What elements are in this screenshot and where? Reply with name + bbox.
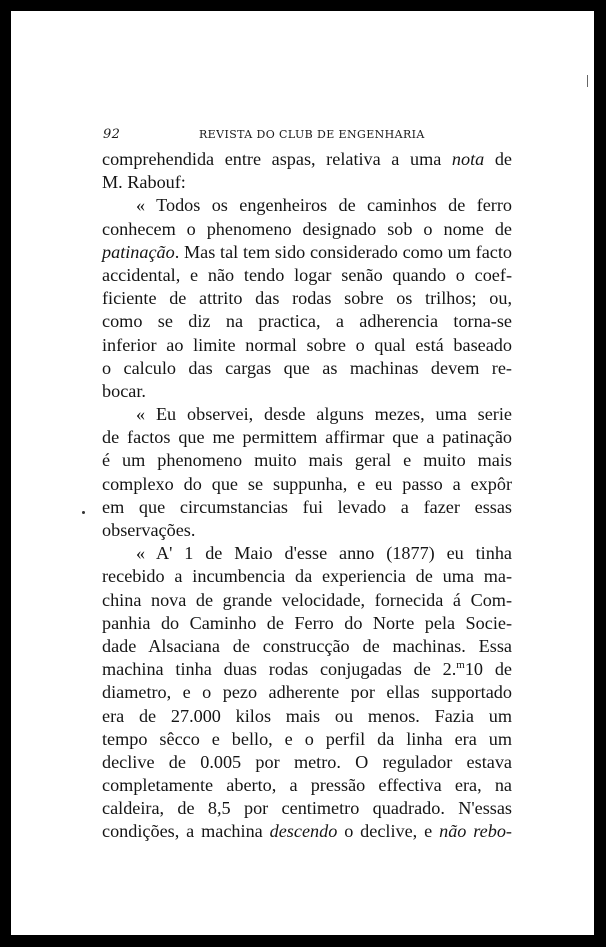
text-run: de factos que me permittem affirmar que a patinação	[102, 427, 512, 448]
text-run: M. Rabouf:	[102, 172, 186, 193]
text-run: complexo do que se suppunha, e eu passo a expôr	[102, 473, 512, 494]
page-number: 92	[103, 127, 121, 142]
text-line	[102, 334, 512, 357]
text-line	[102, 751, 512, 774]
text-line	[102, 612, 512, 635]
text-line	[102, 194, 512, 217]
italic-text: não rebo-	[439, 821, 512, 842]
italic-text: patinação	[102, 241, 175, 262]
text-line	[102, 820, 512, 843]
text-run: ficiente de attrito das rodas sobre os trilhos; ou,	[102, 288, 512, 309]
text-line	[102, 658, 512, 681]
text-line	[102, 310, 512, 333]
text-run: « Todos os engenheiros de caminhos de ferro	[136, 195, 512, 216]
text-run: recebido a incumbencia da experiencia de uma ma-	[102, 566, 512, 587]
italic-text: descendo	[269, 821, 338, 842]
text-run: de	[484, 149, 512, 169]
text-run: dade Alsaciana de construcção de machinas. Essa	[102, 635, 512, 656]
superscript-text: m	[456, 659, 465, 672]
text-run: inferior ao limite normal sobre o qual está baseado	[102, 334, 512, 355]
body-text	[102, 148, 512, 844]
text-run: em que circumstancias fui levado a fazer essas	[102, 496, 512, 517]
text-run: diametro, e o pezo adherente por ellas supportado	[102, 682, 512, 703]
text-line	[102, 287, 512, 310]
text-run: accidental, e não tendo logar senão quando o coef-	[102, 264, 512, 285]
text-run: completamente aberto, a pressão effectiva era, na	[102, 775, 512, 796]
text-line	[102, 264, 512, 287]
text-line	[102, 542, 512, 565]
text-line	[102, 171, 512, 194]
text-line	[102, 635, 512, 658]
text-line	[102, 681, 512, 704]
text-line	[102, 797, 512, 820]
text-run: machina tinha duas rodas conjugadas de 2.	[102, 659, 457, 680]
text-line	[102, 496, 512, 519]
text-run: caldeira, de 8,5 por centimetro quadrado. N'essas	[102, 798, 512, 819]
text-run: o calculo das cargas que as machinas devem re-	[102, 357, 512, 378]
running-title: REVISTA DO CLUB DE ENGENHARIA	[199, 128, 425, 141]
text-line	[102, 565, 512, 588]
page-edge-mark	[587, 75, 588, 87]
text-run: tempo sêcco e bello, e o perfil da linha era um	[102, 728, 512, 749]
text-line	[102, 241, 512, 264]
text-line	[102, 426, 512, 449]
text-run: conhecem o phenomeno designado sob o nome de	[102, 218, 512, 239]
text-line	[102, 705, 512, 728]
book-page	[11, 11, 594, 935]
text-run: declive de 0.005 por metro. O regulador estava	[102, 751, 512, 772]
text-line	[102, 589, 512, 612]
text-run: panhia do Caminho de Ferro do Norte pela Socie-	[102, 612, 512, 633]
text-line	[102, 473, 512, 496]
text-run: observações.	[102, 520, 196, 540]
text-run: como se diz na practica, a adherencia torna-se	[102, 311, 512, 332]
text-run: china nova de grande velocidade, fornecida á Com-	[102, 589, 512, 610]
text-run: 10 de	[464, 659, 513, 680]
text-run: o declive, e	[337, 821, 440, 842]
text-run: condições, a machina	[102, 821, 270, 842]
text-run: « Eu observei, desde alguns mezes, uma serie	[136, 404, 512, 425]
text-line	[102, 519, 512, 542]
italic-text: nota	[451, 149, 485, 169]
text-run: bocar.	[102, 380, 146, 401]
text-line	[102, 218, 512, 241]
text-line	[102, 728, 512, 751]
text-run: é um phenomeno muito mais geral e muito mais	[102, 450, 512, 471]
text-run: . Mas tal tem sido considerado como um facto	[174, 241, 512, 262]
text-line	[102, 380, 512, 403]
text-run: « A' 1 de Maio d'esse anno (1877) eu tinha	[136, 543, 512, 564]
text-line	[102, 403, 512, 426]
text-run: era de 27.000 kilos mais ou menos. Fazia um	[102, 705, 512, 726]
text-line	[102, 148, 512, 171]
text-line	[102, 774, 512, 797]
margin-speck	[82, 511, 85, 514]
text-run: comprehendida entre aspas, relativa a uma	[102, 149, 452, 169]
text-line	[102, 449, 512, 472]
text-line	[102, 357, 512, 380]
